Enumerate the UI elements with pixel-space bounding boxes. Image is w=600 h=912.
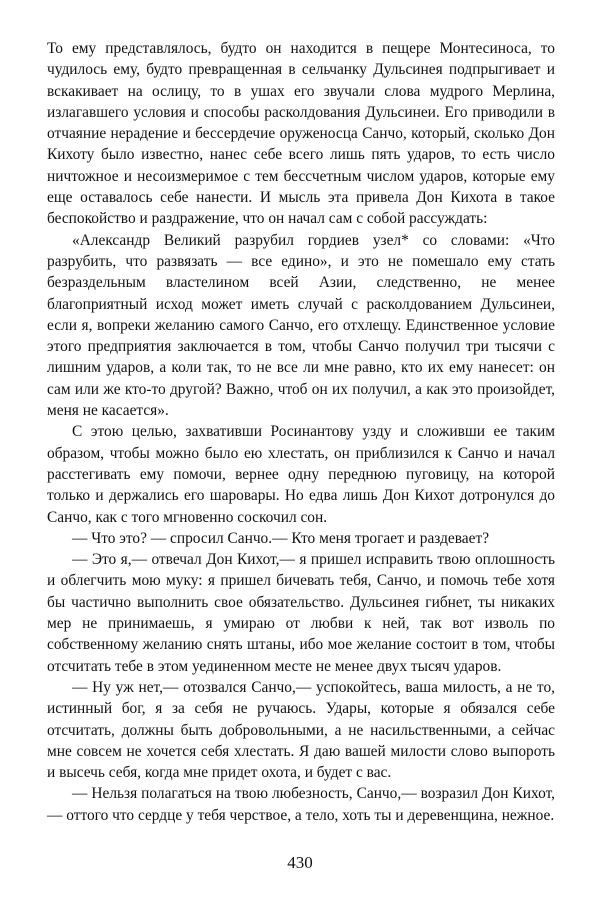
- paragraph-7: — Нельзя полагаться на твою любезность, Санчо,— возразил Дон Кихот,— оттого что сердце у тебя черствое, а тело, хоть ты и деревенщина, нежное.: [47, 785, 555, 824]
- paragraph-2: «Александр Великий разрубил гордиев узел* со словами: «Что разрубить, что развязать — все едино», и это не помешало ему стать безраздельным властелином всей Азии, следственно, не менее благоприятный исход может иметь случай с расколдованием Дульсинеи, если я, вопреки желанию самого Санчо, его отхлещу. Единственное условие этого предприятия заключается в том, чтобы Санчо получил три тысячи с лишним ударов, а коли так, то не все ли мне равно, кто их ему нанесет: он сам или же кто-то другой? Важно, чтоб он их получил, а как это произойдет, меня не касается».: [47, 231, 555, 420]
- paragraph-5: — Это я,— отвечал Дон Кихот,— я пришел исправить твою оплошность и облегчить мою муку: я пришел бичевать тебя, Санчо, и помочь тебе хотя бы частично выполнить свое обязательство. Дульсинея гибнет, ты никаких мер не принимаешь, я умираю от любви к ней, так вот изволь по собственному желанию снять штаны, ибо мое желание состоит в том, чтобы отсчитать тебе в этом уединенном месте не менее двух тысяч ударов.: [47, 551, 555, 675]
- paragraph-3: С этою целью, захвативши Росинантову узду и сложивши ее таким образом, чтобы можно было ею хлестать, он приблизился к Санчо и начал расстегивать ему помочи, вернее одну переднюю пуговицу, на которой только и держались его шаровары. Но едва лишь Дон Кихот дотронулся до Санчо, как с того мгновенно соскочил сон.: [47, 423, 555, 526]
- paragraph-6: — Ну уж нет,— отозвался Санчо,— успокойтесь, ваша милость, а не то, истинный бог, я за себя не ручаюсь. Удары, которые я обязался себе отсчитать, должны быть добровольными, а не насильственными, а сейчас мне совсем не хочется себя хлестать. Я даю вашей милости слово выпороть и высечь себя, когда мне придет охота, и будет с вас.: [47, 678, 555, 782]
- paragraph-1: То ему представлялось, будто он находится в пещере Монтесиноса, то чудилось ему, будто превращенная в сельчанку Дульсинея подпрыгивает и вскакивает на ослицу, то в ушах его звучали слова мудрого Мерлина, излагавшего условия и способы расколдования Дульсинеи. Его приводили в отчаяние нерадение и бессердечие оруженосца Санчо, который, сколько Дон Кихоту было известно, нанес себе всего лишь пять ударов, то есть число ничтожное и несоизмеримое с тем бессчетным числом ударов, которые ему еще оставалось себе нанести. И мысль эта привела Дон Кихота в такое беспокойство и раздражение, что он начал сам с собой рассуждать:: [47, 40, 555, 228]
- book-page-text: [47, 38, 555, 826]
- paragraph-4: — Что это? — спросил Санчо.— Кто меня трогает и раздевает?: [72, 529, 490, 547]
- page-number: 430: [287, 853, 313, 872]
